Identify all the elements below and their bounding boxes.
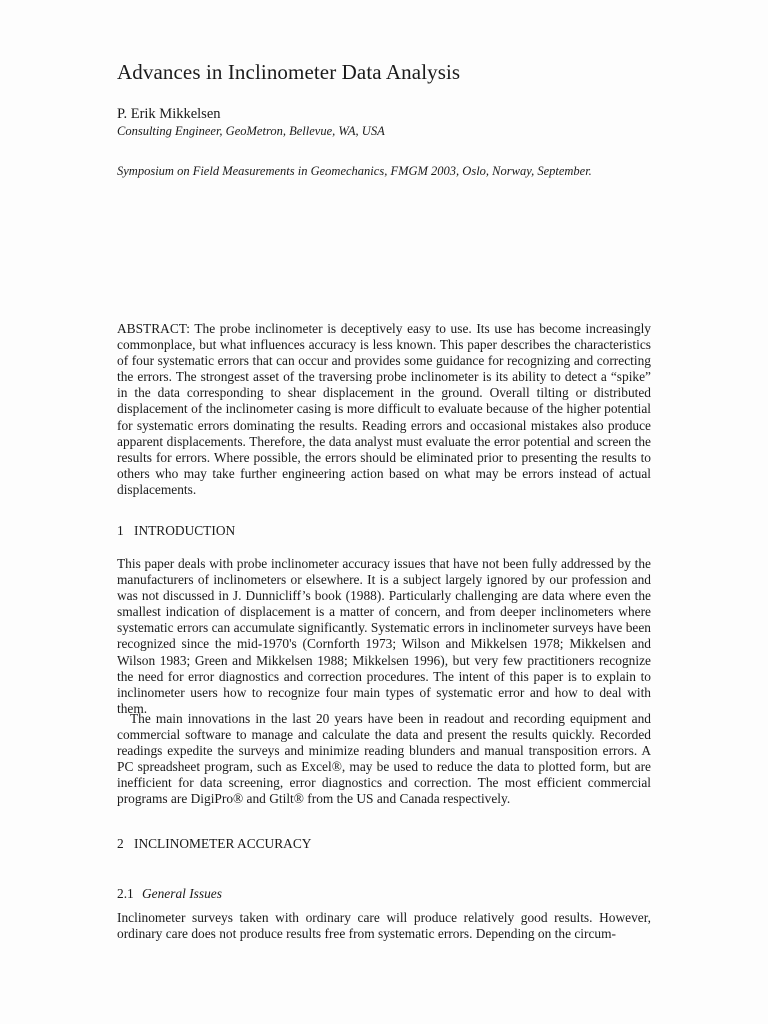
section-heading-accuracy <box>117 836 311 852</box>
section-title: INTRODUCTION <box>134 523 236 538</box>
section-heading-introduction <box>117 523 235 539</box>
subsection-number: 2.1 <box>117 886 134 901</box>
author-name: P. Erik Mikkelsen <box>117 106 221 122</box>
author-affiliation: Consulting Engineer, GeoMetron, Bellevue, WA, USA <box>117 124 385 138</box>
subsection-heading-general-issues <box>117 886 222 902</box>
section-title: INCLINOMETER ACCURACY <box>134 836 312 851</box>
section-number: 1 <box>117 523 124 538</box>
paper-title: Advances in Inclinometer Data Analysis <box>117 60 461 84</box>
subsection-title: General Issues <box>142 886 222 901</box>
venue-citation: Symposium on Field Measurements in Geomechanics, FMGM 2003, Oslo, Norway, September. <box>117 164 592 178</box>
abstract-paragraph: ABSTRACT: The probe inclinometer is deceptively easy to use. Its use has become increasingly commonplace, but what influences accuracy is less known. This paper describes the characteristics of four systematic errors that can occur and provides some guidance for recognizing and correcting the errors. The strongest asset of the traversing probe inclinometer is its ability to detect a “spike” in the data corresponding to shear displacement in the ground. Overall tilting or distributed displacement of the inclinometer casing is more difficult to evaluate because of the higher potential for systematic errors dominating the results. Reading errors and occasional mistakes also produce apparent displacements. Therefore, the data analyst must evaluate the error potential and screen the results for errors. Where possible, the errors should be eliminated prior to presenting the results to others who may take further engineering action based on what may be errors instead of actual displacements. <box>117 321 651 497</box>
intro-paragraph-2: The main innovations in the last 20 years have been in readout and recording equipment and commercial software to manage and calculate the data and present the results quickly. Recorded readings expedite the surveys and minimize reading blunders and manual transposition errors. A PC spreadsheet program, such as Excel®, may be used to reduce the data to plotted form, but are inefficient for data screening, error diagnostics and correction. The most efficient commercial programs are DigiPro® and Gtilt® from the US and Canada respectively. <box>117 711 651 807</box>
intro-paragraph-1: This paper deals with probe inclinometer accuracy issues that have not been fully addressed by the manufacturers of inclinometers or elsewhere. It is a subject largely ignored by our profession and was not discussed in J. Dunnicliff’s book (1988). Particularly challenging are data where even the smallest indication of displacement is a matter of concern, and from deeper inclinometers where systematic errors can accumulate significantly. Systematic errors in inclinometer surveys have been recognized since the mid-1970's (Cornforth 1973; Wilson and Mikkelsen 1978; Mikkelsen and Wilson 1983; Green and Mikkelsen 1988; Mikkelsen 1996), but very few practitioners recognize the need for error diagnostics and correction procedures. The intent of this paper is to explain to inclinometer users how to recognize four main types of systematic error and how to deal with them. <box>117 556 651 716</box>
section-number: 2 <box>117 836 124 851</box>
general-issues-paragraph: Inclinometer surveys taken with ordinary care will produce relatively good results. However, ordinary care does not produce results free from systematic errors. Depending on the circum- <box>117 910 651 942</box>
